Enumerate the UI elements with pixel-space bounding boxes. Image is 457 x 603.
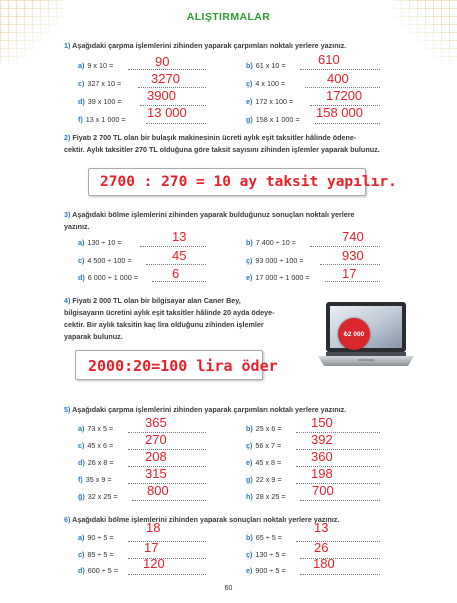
answer-line <box>132 500 206 501</box>
handwritten-answer: 610 <box>318 52 340 67</box>
answer-line <box>128 541 206 542</box>
exercise-item: b) 65 ÷ 5 = <box>246 533 282 542</box>
exercise-item: b) 61 x 10 = <box>246 61 286 70</box>
question-text: Aşağıdaki bölme işlemlerini zihinden yaparak sonuçları noktalı yerlere yazınız. <box>72 515 340 524</box>
exercise-item: ç) 56 x 7 = <box>246 441 282 450</box>
answer-line <box>300 558 380 559</box>
exercise-item: ç) 4 x 100 = <box>246 79 286 88</box>
exercise-item: ç) 93 000 ÷ 100 = <box>246 256 304 265</box>
question-5 <box>64 404 426 416</box>
exercise-item: e) 17 000 ÷ 1 000 = <box>246 273 310 282</box>
handwritten-answer: 392 <box>311 432 333 447</box>
answer-line <box>140 246 206 247</box>
handwritten-answer: 45 <box>172 248 187 263</box>
answer-line <box>128 466 206 467</box>
exercise-item: d) 39 x 100 = <box>78 97 122 106</box>
question-text: Aşağıdaki çarpma işlemlerini zihinden yaparak çarpımları noktalı yerlere yazınız. <box>72 41 347 50</box>
answer-line <box>300 69 380 70</box>
answer-line <box>310 246 380 247</box>
handwritten-answer: 3900 <box>147 88 176 103</box>
exercise-item: b) 25 x 6 = <box>246 424 282 433</box>
handwritten-answer: 180 <box>313 556 335 571</box>
answer-line <box>320 264 380 265</box>
handwritten-answer: 26 <box>314 540 329 555</box>
handwritten-answer: 208 <box>145 449 167 464</box>
answer-line <box>128 574 206 575</box>
handwritten-answer: 150 <box>311 415 333 430</box>
handwritten-answer: 17 <box>144 540 159 555</box>
answer-line <box>128 558 206 559</box>
question-number: 4) <box>64 296 71 305</box>
exercise-item: f) 13 x 1 000 = <box>78 115 126 124</box>
exercise-item: a) 73 x 5 = <box>78 424 114 433</box>
question-text: Aşağıdaki bölme işlemlerini zihinden yaparak bulduğunuz sonuçları noktalı yerlere <box>72 210 355 219</box>
answer-line <box>325 281 380 282</box>
handwritten-answer: 360 <box>311 449 333 464</box>
handwritten-answer: 13 000 <box>147 105 187 120</box>
exercise-item: f) 35 x 9 = <box>78 475 112 484</box>
question-2 <box>64 132 426 156</box>
handwritten-answer: 158 000 <box>316 105 363 120</box>
handwritten-answer: 930 <box>342 248 364 263</box>
exercise-item: ç) 130 ÷ 5 = <box>246 550 286 559</box>
answer-line <box>296 432 380 433</box>
handwritten-answer: 18 <box>146 520 161 535</box>
handwritten-answer: 365 <box>145 415 167 430</box>
exercise-item: h) 28 x 25 = <box>246 492 286 501</box>
answer-line <box>128 449 206 450</box>
handwritten-answer: 800 <box>147 483 169 498</box>
exercise-item: e) 172 x 100 = <box>246 97 294 106</box>
question-4 <box>64 295 314 343</box>
question-text: yaparak bulunuz. <box>64 332 123 341</box>
question-text: Fiyatı 2 000 TL olan bir bilgisayar alan Caner Bey, <box>72 296 241 305</box>
exercise-item: d) 26 x 8 = <box>78 458 114 467</box>
answer-line <box>300 574 380 575</box>
handwritten-answer: 17200 <box>326 88 363 103</box>
handwritten-answer: 198 <box>311 466 333 481</box>
answer-line <box>300 500 380 501</box>
answer-line <box>152 281 206 282</box>
corner-grid-decoration-right <box>393 0 457 64</box>
exercise-item: g) 158 x 1 000 = <box>246 115 300 124</box>
corner-grid-decoration-left <box>0 0 64 64</box>
exercise-item: d) 600 ÷ 5 = <box>78 566 118 575</box>
exercise-item: g) 22 x 9 = <box>246 475 282 484</box>
exercise-item: a) 90 ÷ 5 = <box>78 533 114 542</box>
question-text: Aşağıdaki çarpma işlemlerini zihinden yaparak çarpımları noktalı yerlere yazınız. <box>72 405 347 414</box>
question-number: 1) <box>64 41 71 50</box>
question-number: 5) <box>64 405 71 414</box>
page-number: 60 <box>224 585 233 592</box>
handwritten-answer: 6 <box>172 266 180 281</box>
handwritten-answer: 700 <box>312 483 334 498</box>
question-number: 2) <box>64 133 71 142</box>
answer-line <box>146 264 206 265</box>
handwritten-answer: 3270 <box>151 71 180 86</box>
answer-line <box>296 541 380 542</box>
exercise-item: e) 900 ÷ 5 = <box>246 566 286 575</box>
answer-line <box>296 483 380 484</box>
question-text: yazınız. <box>64 222 90 231</box>
handwritten-answer: 2000:20=100 lira öder <box>88 357 278 375</box>
exercise-item: c) 85 ÷ 5 = <box>78 550 114 559</box>
exercise-item: ğ) 32 x 25 = <box>78 492 118 501</box>
exercise-item: c) 327 x 10 = <box>78 79 122 88</box>
handwritten-answer: 315 <box>145 466 167 481</box>
question-text: cektir. Bir aylık taksitin kaç lira olduğunu zihinden işlemler <box>64 320 264 329</box>
exercise-item: c) 4 500 ÷ 100 = <box>78 256 132 265</box>
price-tag-label: ₺2 000 <box>343 331 365 338</box>
answer-line <box>315 123 380 124</box>
question-text: cektir. Aylık taksitler 270 TL olduğuna göre taksit sayısını zihinden işlemler yaparak bulunuz. <box>64 145 380 154</box>
handwritten-answer: 17 <box>342 266 357 281</box>
handwritten-answer: 270 <box>145 432 167 447</box>
answer-line <box>296 449 380 450</box>
question-3 <box>64 209 426 233</box>
answer-line <box>128 69 206 70</box>
handwritten-answer: 13 <box>314 520 329 535</box>
exercise-item: d) 6 000 ÷ 1 000 = <box>78 273 138 282</box>
question-text: Fiyatı 2 700 TL olan bir bulaşık makinesinin ücreti aylık eşit taksitler hâlinde ödene- <box>72 133 357 142</box>
answer-line <box>296 466 380 467</box>
exercise-item: b) 7 400 ÷ 10 = <box>246 238 296 247</box>
handwritten-answer: 120 <box>143 556 165 571</box>
handwritten-answer: 2700 : 270 = 10 ay taksit yapılır. <box>100 174 397 190</box>
exercise-item: e) 45 x 8 = <box>246 458 282 467</box>
handwritten-answer: 400 <box>327 71 349 86</box>
exercise-item: a) 130 ÷ 10 = <box>78 238 122 247</box>
question-number: 6) <box>64 515 71 524</box>
exercise-item: a) 9 x 10 = <box>78 61 114 70</box>
question-text: bilgisayarın ücretini aylık eşit taksitler hâlinde 20 ayda ödeye- <box>64 308 275 317</box>
page-title: ALIŞTIRMALAR <box>186 11 271 23</box>
question-1 <box>64 40 426 52</box>
answer-line <box>128 432 206 433</box>
handwritten-answer: 90 <box>155 54 170 69</box>
question-6 <box>64 514 426 526</box>
exercise-item: c) 45 x 6 = <box>78 441 114 450</box>
handwritten-answer: 13 <box>172 229 187 244</box>
answer-line <box>146 123 206 124</box>
question-number: 3) <box>64 210 71 219</box>
handwritten-answer: 740 <box>342 229 364 244</box>
